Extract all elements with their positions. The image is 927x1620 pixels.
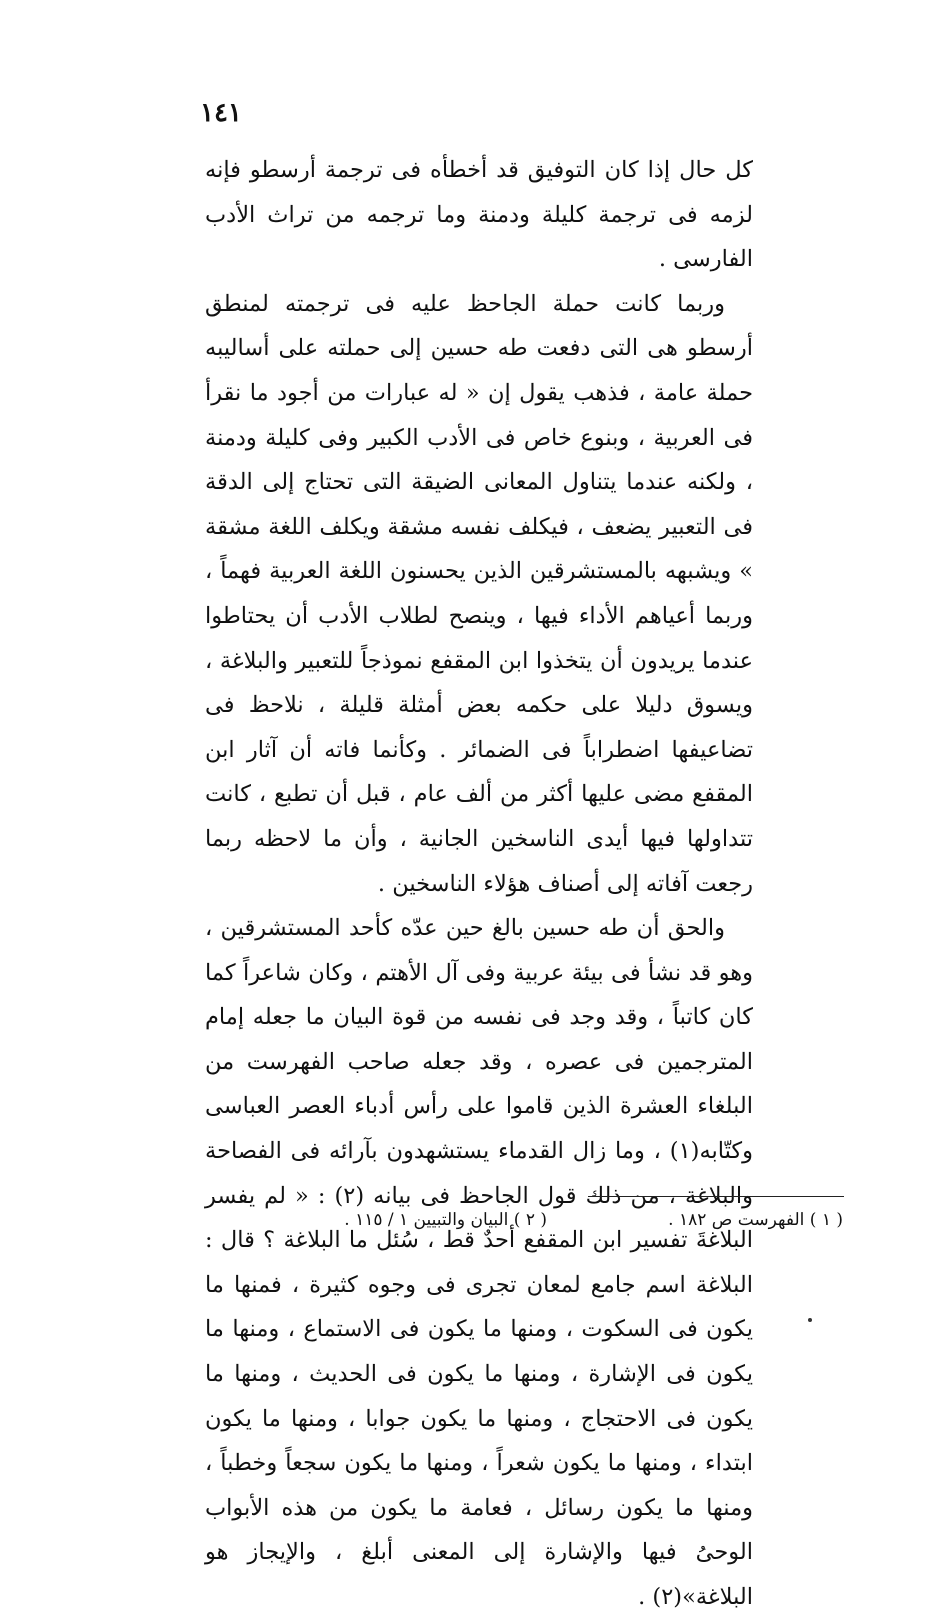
footnote-2: ( ٢ ) البيان والتبيين ١ / ١١٥ . [344, 1210, 547, 1230]
footnote-divider [588, 1196, 844, 1197]
paragraph-1: كل حال إذا كان التوفيق قد أخطأه فى ترجمة أرسطو فإنه لزمه فى ترجمة كليلة ودمنة وما ترجمه من تراث الأدب الفارسى . [205, 157, 753, 273]
footnote-1: ( ١ ) الفهرست ص ١٨٢ . [668, 1210, 843, 1230]
page-number: ١٤١ [200, 98, 242, 128]
paragraph-2: وربما كانت حملة الجاحظ عليه فى ترجمته لمنطق أرسطو هى التى دفعت طه حسين إلى حملته على أساليبه حملة عامة ، فذهب يقول إن « له عبارات من أجود ما نقرأ فى العربية ، وبنوع خاص فى الأدب الكبير وفى كليلة ودمنة ، ولكنه عندما يتناول المعانى الضيقة التى تحتاج إلى الدقة فى التعبير يضعف ، فيكلف نفسه مشقة ويكلف اللغة مشقة » ويشبهه بالمستشرقين الذين يحسنون اللغة العربية فهماً ، وربما أعياهم الأداء فيها ، وينصح لطلاب الأدب أن يحتاطوا عندما يريدون أن يتخذوا ابن المقفع نموذجاً للتعبير والبلاغة ، ويسوق دليلا على حكمه بعض أمثلة قليلة ، نلاحظ فى تضاعيفها اضطراباً فى الضمائر . وكأنما فاته أن آثار ابن المقفع مضى عليها أكثر من ألف عام ، قبل أن تطبع ، كانت تتداولها فيها أيدى الناسخين الجانية ، وأن ما لاحظه ربما رجعت آفاته إلى أصناف هؤلاء الناسخين . [205, 290, 753, 897]
body-text [205, 148, 753, 1620]
printer-dot-mark [808, 1318, 812, 1322]
paragraph-3: والحق أن طه حسين بالغ حين عدّه كأحد المستشرقين ، وهو قد نشأ فى بيئة عربية وفى آل الأهتم ، وكان شاعراً كما كان كاتباً ، وقد وجد فى نفسه من قوة البيان ما جعله إمام المترجمين فى عصره ، وقد جعله صاحب الفهرست من البلغاء العشرة الذين قاموا على رأس أدباء العصر العباسى وكتّابه(١) ، وما زال القدماء يستشهدون بآرائه فى الفصاحة والبلاغة ، من ذلك قول الجاحظ فى بيانه (٢) : « لم يفسر البلاغةَ تفسير ابن المقفع أحدٌ قط ، سُئل ما البلاغة ؟ قال : البلاغة اسم جامع لمعان تجرى فى وجوه كثيرة ، فمنها ما يكون فى السكوت ، ومنها ما يكون فى الاستماع ، ومنها ما يكون فى الإشارة ، ومنها ما يكون فى الحديث ، ومنها ما يكون فى الاحتجاج ، ومنها ما يكون جوابا ، ومنها ما يكون ابتداء ، ومنها ما يكون شعراً ، ومنها ما يكون سجعاً وخطباً ، ومنها ما يكون رسائل ، فعامة ما يكون من هذه الأبواب الوحىُ فيها والإشارة إلى المعنى أبلغ ، والإيجاز هو البلاغة»(٢) . [205, 915, 753, 1610]
